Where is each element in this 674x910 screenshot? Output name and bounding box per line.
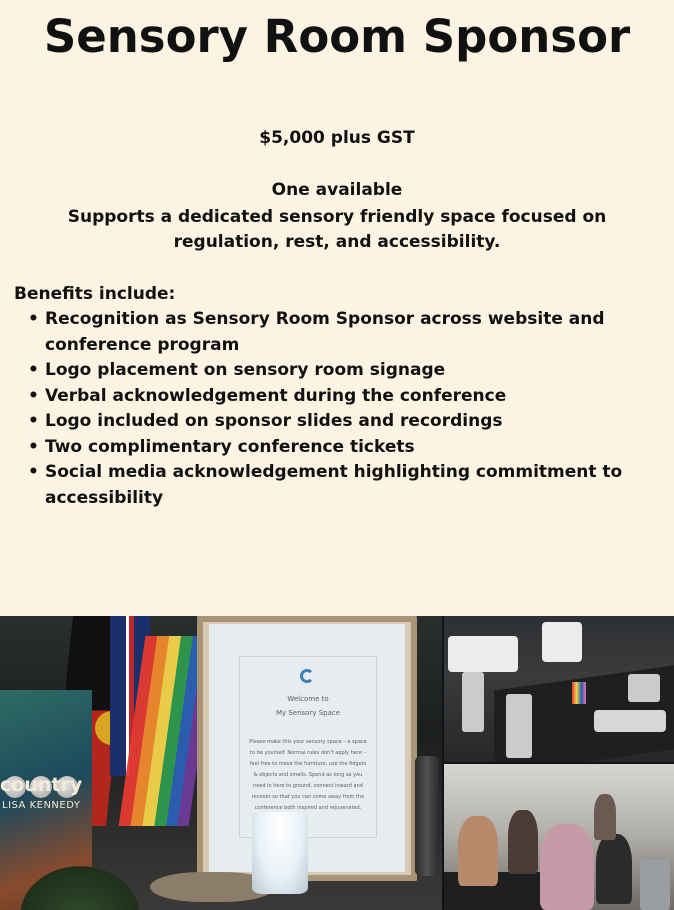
paper-sheet <box>594 710 666 732</box>
benefit-text: Verbal acknowledgement during the conference <box>45 385 507 406</box>
chair <box>506 694 532 758</box>
round-table <box>542 622 582 662</box>
bullet-icon: • <box>28 385 39 406</box>
bullet-icon: • <box>28 360 39 380</box>
round-table <box>448 636 518 672</box>
benefit-item <box>14 358 634 384</box>
page-title: Sensory Room Sponsor <box>43 10 631 63</box>
description-text: Supports a dedicated sensory friendly space focused on regulation, rest, and accessibility. <box>67 207 607 252</box>
sensory-room-photo <box>0 616 442 910</box>
benefit-text: Social media acknowledgement highlighting commitment to accessibility <box>45 462 623 508</box>
room-tables-photo <box>444 616 674 762</box>
benefit-item <box>14 307 634 358</box>
sensory-space-poster <box>239 656 377 838</box>
person <box>508 810 538 874</box>
benefit-item <box>14 435 634 461</box>
bullet-icon: • <box>28 462 39 482</box>
attendees-photo <box>444 764 674 910</box>
person <box>596 834 632 904</box>
availability-text: One available <box>271 180 403 200</box>
person <box>594 794 616 840</box>
benefit-item <box>14 460 634 511</box>
poster-body: Please make this your sensory space – a space to be yourself. Normal rules don't apply here – feel free to move the furniture, use the fidgets & objects and smells. Spend as long as you need in here to ground, connect inward and recover so that you can come away from the conference both inspired and rejuvenated. <box>249 739 367 811</box>
photo-collage <box>0 616 674 910</box>
poster-heading: My Sensory Space <box>275 709 341 717</box>
bottle <box>415 756 439 876</box>
chair <box>462 672 484 732</box>
plant <box>20 866 140 910</box>
price: $5,000 plus GST <box>259 128 415 148</box>
person <box>540 824 594 910</box>
benefit-item <box>14 384 634 410</box>
poster-welcome: Welcome to <box>287 695 329 703</box>
chair <box>628 674 660 702</box>
benefit-text: Recognition as Sensory Room Sponsor across website and conference program <box>45 309 605 355</box>
book-title: country <box>0 774 83 796</box>
benefits-list <box>14 307 634 511</box>
person <box>458 816 498 886</box>
logo-icon <box>300 669 314 683</box>
benefit-text: Logo included on sponsor slides and recordings <box>45 411 503 431</box>
benefit-item <box>14 409 634 435</box>
bullet-icon: • <box>28 436 39 457</box>
chair <box>640 860 670 910</box>
led-candle <box>252 812 308 894</box>
benefit-text: Two complimentary conference tickets <box>45 436 415 457</box>
bullet-icon: • <box>28 309 39 329</box>
benefits-heading: Benefits include: <box>14 284 176 304</box>
book-author: LISA KENNEDY <box>2 800 81 811</box>
bullet-icon: • <box>28 411 39 431</box>
benefit-text: Logo placement on sensory room signage <box>45 360 446 380</box>
pencil-cup <box>572 682 586 704</box>
